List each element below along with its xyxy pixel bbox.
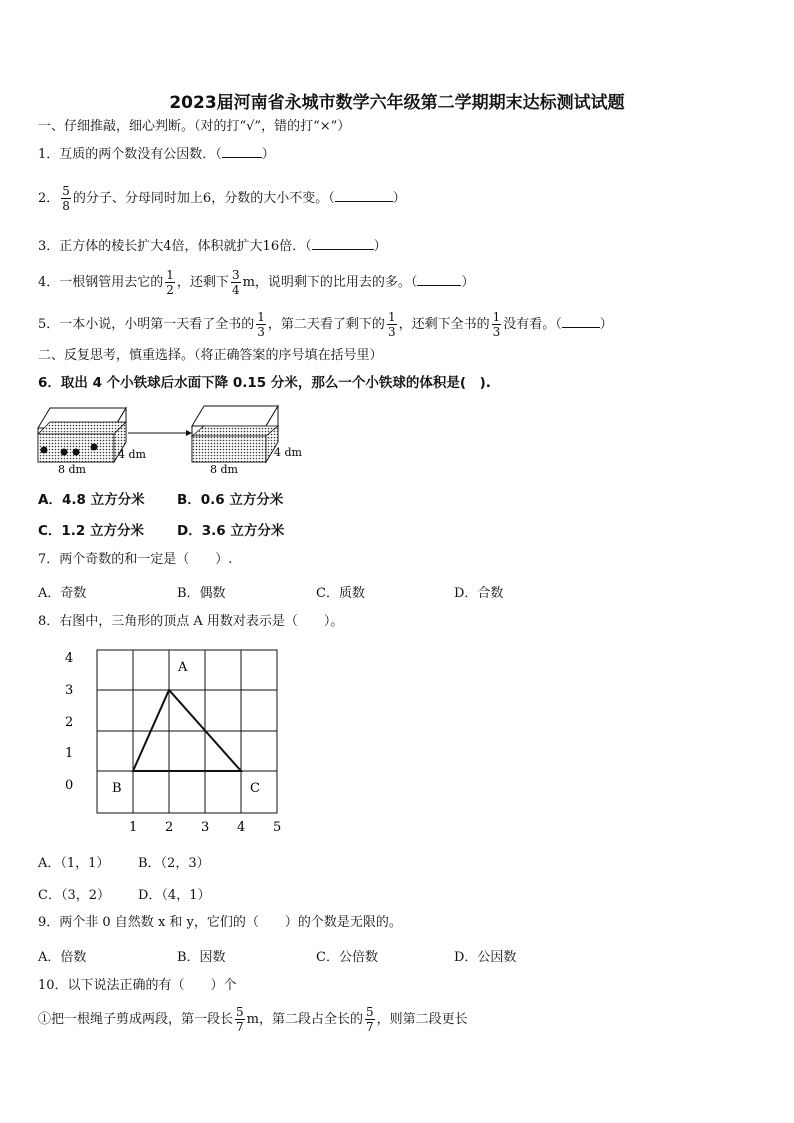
question-number: 2．: [38, 191, 60, 206]
y-tick-label: 2: [65, 715, 74, 730]
question-1: [38, 146, 275, 164]
y-tick-label: 0: [65, 778, 74, 793]
answer-blank[interactable]: [312, 249, 374, 250]
question-3: [38, 238, 387, 256]
option-c[interactable]: C．1.2 立方分米: [38, 523, 145, 539]
fraction: [231, 268, 241, 297]
denominator: 3: [257, 325, 265, 339]
y-tick-label: 4: [65, 651, 74, 666]
denominator: 7: [365, 1020, 374, 1034]
tank-after: [192, 406, 303, 476]
fraction: [387, 310, 397, 339]
question-3-text: 3．正方体的棱长扩大4倍，体积就扩大16倍．（: [38, 239, 312, 254]
question-6: 6．取出 4 个小铁球后水面下降 0.15 分米，那么一个小铁球的体积是( ).: [38, 375, 491, 391]
vertex-label-b: B: [112, 781, 122, 796]
numerator: 1: [387, 310, 396, 324]
iron-ball: [91, 444, 98, 451]
y-tick-label: 1: [65, 746, 74, 761]
answer-blank[interactable]: [562, 327, 600, 328]
option-d[interactable]: D．合数: [454, 586, 504, 601]
option-a[interactable]: A．4.8 立方分米: [38, 492, 145, 508]
paren-close: ）: [261, 147, 275, 162]
x-tick-label: 1: [129, 820, 138, 835]
tank-height-label: 4 dm: [274, 446, 302, 459]
iron-ball: [73, 449, 80, 456]
fraction: [492, 310, 502, 339]
question-5: [38, 310, 613, 339]
fraction: [235, 1005, 245, 1034]
fraction: [256, 310, 266, 339]
paren-close: ）: [461, 275, 475, 290]
question-5-text: 没有看。（: [503, 317, 562, 332]
answer-blank[interactable]: [417, 285, 461, 286]
answer-blank[interactable]: [335, 201, 393, 202]
fraction: [165, 268, 175, 297]
page-title: 2023届河南省永城市数学六年级第二学期期末达标测试试题: [169, 93, 625, 113]
statement-text: ，则第二段更长: [376, 1012, 468, 1027]
option-d[interactable]: D．（4，1）: [138, 888, 211, 903]
answer-blank[interactable]: [222, 157, 262, 158]
fraction: [61, 184, 71, 213]
denominator: 8: [62, 199, 70, 213]
tank-figure: [30, 400, 320, 478]
statement-text: m，第二段占全长的: [246, 1012, 363, 1027]
statement-text: ①把一根绳子剪成两段，第一段长: [38, 1012, 234, 1027]
question-5-text: ，第二天看了剩下的: [267, 317, 385, 332]
option-a[interactable]: A．倍数: [38, 950, 87, 965]
option-b[interactable]: B．因数: [177, 950, 226, 965]
numerator: 1: [492, 310, 501, 324]
question-8: 8．右图中，三角形的顶点 A 用数对表示是（ ）。: [38, 614, 344, 629]
vertex-label-a: A: [178, 660, 188, 675]
option-d[interactable]: D．公因数: [454, 950, 517, 965]
denominator: 3: [387, 325, 396, 339]
numerator: 5: [236, 1005, 244, 1019]
denominator: 7: [236, 1020, 244, 1034]
option-d[interactable]: D．3.6 立方分米: [177, 523, 285, 539]
denominator: 2: [166, 283, 174, 297]
tank-height-label: 4 dm: [118, 448, 146, 461]
option-b[interactable]: B．偶数: [177, 586, 226, 601]
question-9: 9．两个非 0 自然数 x 和 y，它们的（ ）的个数是无限的。: [38, 915, 402, 930]
question-5-text: 5．一本小说，小明第一天看了全书的: [38, 317, 255, 332]
option-b[interactable]: B．（2，3）: [138, 856, 210, 871]
x-tick-label: 3: [201, 820, 210, 835]
vertex-label-c: C: [250, 781, 260, 796]
option-a[interactable]: A．（1，1）: [38, 856, 110, 871]
option-c[interactable]: C．质数: [316, 586, 365, 601]
question-7: 7．两个奇数的和一定是（ ）.: [38, 552, 233, 567]
paren-close: ）: [599, 317, 613, 332]
tank-before: [38, 408, 147, 476]
option-c[interactable]: C．公倍数: [316, 950, 378, 965]
section-1-heading: 一、仔细推敲，细心判断。（对的打“√”，错的打“×”）: [38, 119, 351, 134]
question-4: [38, 268, 474, 297]
y-tick-label: 3: [65, 683, 74, 698]
question-2: [38, 184, 406, 213]
fraction: [365, 1005, 375, 1034]
numerator: 5: [62, 184, 70, 198]
question-4-text: m，说明剩下的比用去的多。（: [242, 275, 418, 290]
question-5-text: ，还剩下全书的: [398, 317, 490, 332]
question-10: 10．以下说法正确的有（ ）个: [38, 978, 237, 993]
numerator: 3: [231, 268, 240, 282]
question-2-text: 的分子、分母同时加上6，分数的大小不变。（: [72, 191, 335, 206]
question-10-statement-1: [38, 1005, 468, 1034]
coordinate-grid: [60, 645, 295, 840]
question-1-text: 1．互质的两个数没有公因数．（: [38, 147, 222, 162]
denominator: 3: [492, 325, 501, 339]
option-c[interactable]: C．（3，2）: [38, 888, 110, 903]
x-tick-label: 2: [165, 820, 174, 835]
section-2-heading: 二、反复思考，慎重选择。（将正确答案的序号填在括号里）: [38, 348, 383, 363]
numerator: 5: [365, 1005, 374, 1019]
tank-width-label: 8 dm: [58, 463, 86, 476]
paren-close: ）: [373, 239, 387, 254]
tank-width-label: 8 dm: [210, 463, 238, 476]
question-4-text: ，还剩下: [176, 275, 229, 290]
option-a[interactable]: A．奇数: [38, 586, 87, 601]
iron-ball: [61, 449, 68, 456]
iron-ball: [41, 447, 48, 454]
x-tick-label: 4: [237, 820, 246, 835]
x-tick-label: 5: [273, 820, 282, 835]
numerator: 1: [166, 268, 174, 282]
numerator: 1: [257, 310, 265, 324]
paren-close: ）: [392, 191, 406, 206]
arrow-head-icon: [186, 430, 192, 436]
question-4-text: 4．一根钢管用去它的: [38, 275, 164, 290]
option-b[interactable]: B．0.6 立方分米: [177, 492, 284, 508]
denominator: 4: [231, 283, 240, 297]
